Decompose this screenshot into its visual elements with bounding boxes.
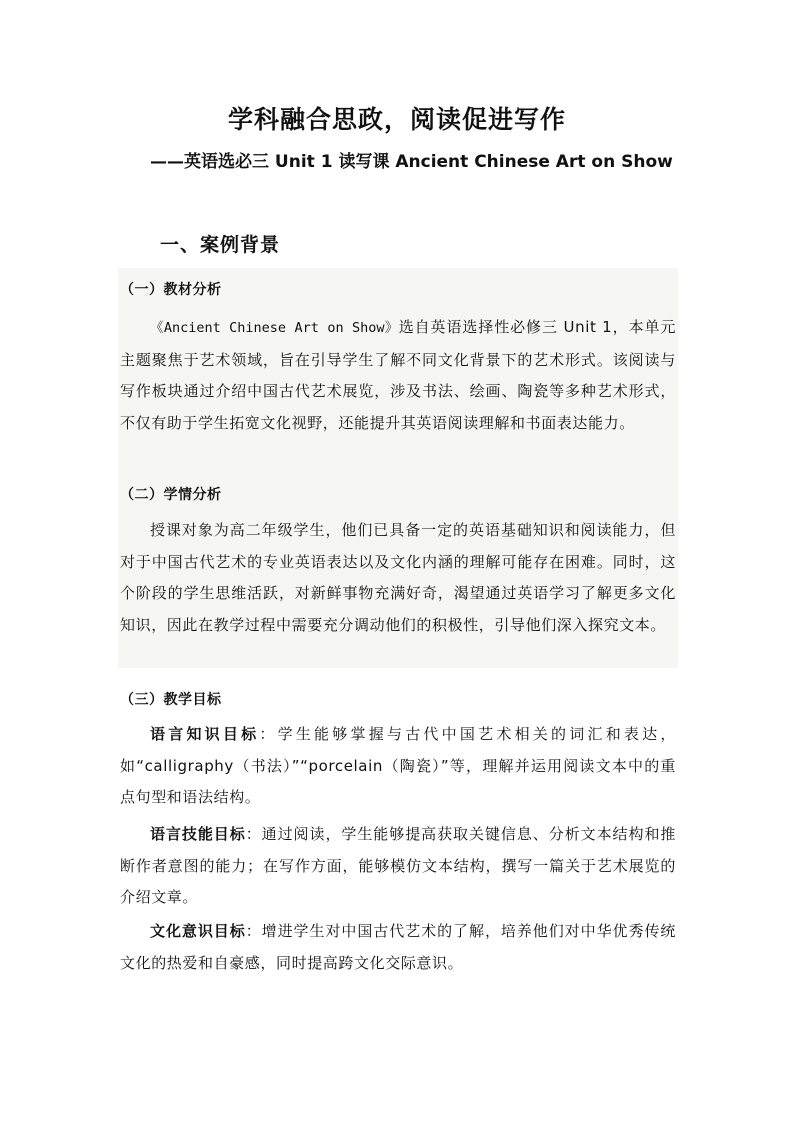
- goal-language-skills: [120, 819, 676, 914]
- document-subtitle: ——英语选必三 Unit 1 读写课 Ancient Chinese Art on Show: [150, 152, 673, 172]
- subheading-student-analysis: （二）学情分析: [120, 487, 222, 503]
- goal-language-knowledge: [120, 719, 676, 814]
- goal-cultural-awareness: [120, 916, 676, 979]
- goal-label: 文化意识目标: [150, 922, 246, 940]
- paragraph-textbook-analysis: [120, 312, 676, 439]
- book-title-text: 《Ancient Chinese Art on Show》: [150, 320, 399, 336]
- paragraph-textbook-analysis-body: 选自英语选择性必修三 Unit 1，本单元主题聚焦于艺术领域，旨在引导学生了解不同文化背景下的艺术形式。该阅读与写作板块通过介绍中国古代艺术展览，涉及书法、绘画、陶瓷等多种艺术形式，不仅有助于学生拓宽文化视野，还能提升其英语阅读理解和书面表达能力。: [120, 318, 677, 432]
- subheading-teaching-goals: （三）教学目标: [120, 692, 222, 708]
- paragraph-student-analysis: 授课对象为高二年级学生，他们已具备一定的英语基础知识和阅读能力，但对于中国古代艺术的专业英语表达以及文化内涵的理解可能存在困难。同时，这个阶段的学生思维活跃，对新鲜事物充满好奇，渴望通过英语学习了解更多文化知识，因此在教学过程中需要充分调动他们的积极性，引导他们深入探究文本。: [120, 521, 676, 634]
- goal-label: 语言知识目标: [150, 725, 260, 743]
- goal-text: ：通过阅读，学生能够提高获取关键信息、分析文本结构和推断作者意图的能力；在写作方面，能够模仿文本结构，撰写一篇关于艺术展览的介绍文章。: [120, 825, 676, 906]
- goal-text: ：学生能够掌握与古代中国艺术相关的词汇和表达，如“calligraphy（书法）”“porcelain（陶瓷）”等，理解并运用阅读文本中的重点句型和语法结构。: [120, 725, 676, 806]
- subheading-textbook-analysis: （一）教材分析: [120, 282, 222, 298]
- goal-text: ：增进学生对中国古代艺术的了解，培养他们对中华优秀传统文化的热爱和自豪感，同时提高跨文化交际意识。: [120, 922, 676, 972]
- section-heading-case-background: 一、案例背景: [160, 234, 281, 256]
- document-title: 学科融合思政，阅读促进写作: [227, 105, 566, 134]
- goal-label: 语言技能目标: [150, 825, 246, 843]
